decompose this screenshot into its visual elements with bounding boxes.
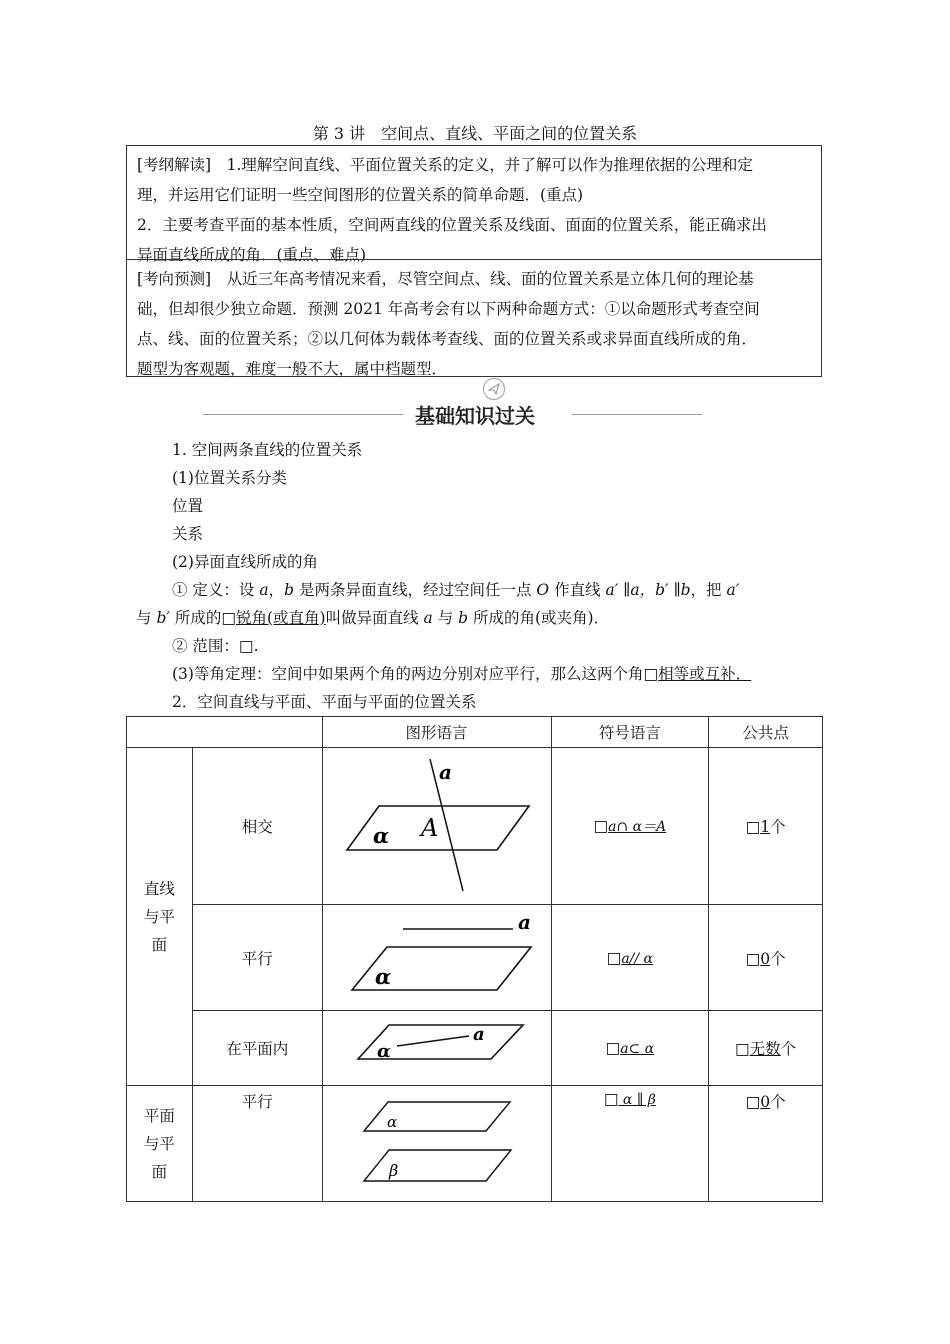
- figure-parallel: [322, 905, 551, 1011]
- paper-plane-icon: [482, 377, 506, 401]
- equal-angle-theorem: (3)等角定理：空间中如果两个角的两边分别对应平行，那么这两个角□相等或互补．: [172, 665, 752, 683]
- relation-label: 关系: [172, 525, 204, 543]
- points-intersect: □1个: [709, 748, 823, 905]
- figure-intersect: [322, 748, 551, 905]
- table-row: [127, 748, 823, 905]
- points-parallel: □0个: [709, 905, 823, 1011]
- label-beta: β: [388, 1160, 398, 1180]
- label-a: a: [517, 909, 531, 934]
- forecast-line: 点、线、面的位置关系；②以几何体为载体考查线、面的位置关系或求异面直线所成的角．: [137, 330, 758, 348]
- relation-plane-parallel: 平行: [192, 1086, 322, 1202]
- forecast-line: [考向预测] 从近三年高考情况来看，尽管空间点、线、面的位置关系是立体几何的理论基: [137, 270, 754, 288]
- group-line-plane: 直线 与平 面: [127, 748, 193, 1086]
- syllabus-line: 2．主要考查平面的基本性质，空间两直线的位置关系及线面、面面的位置关系，能正确求出: [137, 216, 767, 234]
- answer-equal-or-supplementary: 相等或互补．: [658, 665, 752, 683]
- forecast-line: 础，但却很少独立命题．预测 2021 年高考会有以下两种命题方式：①以命题形式考查空间: [137, 300, 760, 318]
- label-alpha: α: [372, 823, 389, 848]
- relation-parallel: 平行: [192, 905, 322, 1011]
- definition-line-2: 与 b′ 所成的□锐角(或直角)叫做异面直线 a 与 b 所成的角(或夹角)．: [136, 609, 610, 627]
- table-row: [127, 1011, 823, 1086]
- label-alpha: α: [386, 1112, 397, 1131]
- symbol-parallel: □a// α: [551, 905, 709, 1011]
- group-plane-plane: 平面 与平 面: [127, 1086, 193, 1202]
- definition-line-1: ① 定义：设 a，b 是两条异面直线，经过空间任一点 O 作直线 a′ ∥a，b′ ∥b，把 a′: [172, 581, 740, 599]
- label-alpha: α: [374, 963, 391, 989]
- forecast-line: 题型为客观题，难度一般不大，属中档题型．: [137, 360, 448, 378]
- position-label: 位置: [172, 497, 204, 515]
- symbol-plane-parallel: □ α ∥ β: [551, 1086, 709, 1202]
- syllabus-box: [126, 145, 822, 264]
- forecast-box: [126, 259, 822, 377]
- symbol-in-plane: □a⊂ α: [551, 1011, 709, 1086]
- table-header-row: [127, 717, 823, 748]
- table-row: [127, 905, 823, 1011]
- heading-1-1: (1)位置关系分类: [172, 469, 287, 487]
- heading-1-2: (2)异面直线所成的角: [172, 553, 318, 571]
- relation-intersect: 相交: [192, 748, 322, 905]
- points-plane-parallel: □0个: [709, 1086, 823, 1202]
- heading-1: 1. 空间两条直线的位置关系: [172, 441, 363, 459]
- section-title: 基础知识过关: [0, 400, 950, 429]
- heading-2: 2．空间直线与平面、平面与平面的位置关系: [172, 693, 477, 711]
- header-graphic: 图形语言: [322, 717, 551, 748]
- range-line: ② 范围：□.: [172, 637, 259, 655]
- symbol-intersect: □a∩ α＝A: [551, 748, 709, 905]
- header-empty: [127, 717, 323, 748]
- header-common-points: 公共点: [709, 717, 823, 748]
- syllabus-line: 理，并运用它们证明一些空间图形的位置关系的简单命题．(重点): [137, 186, 584, 204]
- relations-table: [126, 716, 823, 1202]
- label-a: a: [472, 1024, 485, 1045]
- figure-in-plane: [322, 1011, 551, 1086]
- label-a: a: [438, 760, 452, 784]
- syllabus-line: [考纲解读] 1.理解空间直线、平面位置关系的定义，并了解可以作为推理依据的公理和定: [137, 156, 753, 174]
- header-symbol: 符号语言: [551, 717, 709, 748]
- label-A: A: [420, 814, 438, 842]
- page-title: 第 3 讲 空间点、直线、平面之间的位置关系: [312, 124, 638, 143]
- table-row: [127, 1086, 823, 1202]
- answer-acute-angle: 锐角(或直角): [235, 609, 326, 627]
- figure-plane-parallel: [322, 1086, 551, 1202]
- points-in-plane: □无数个: [709, 1011, 823, 1086]
- relation-in-plane: 在平面内: [192, 1011, 322, 1086]
- label-alpha: α: [376, 1041, 391, 1062]
- syllabus-line: 异面直线所成的角．(重点、难点): [137, 246, 367, 264]
